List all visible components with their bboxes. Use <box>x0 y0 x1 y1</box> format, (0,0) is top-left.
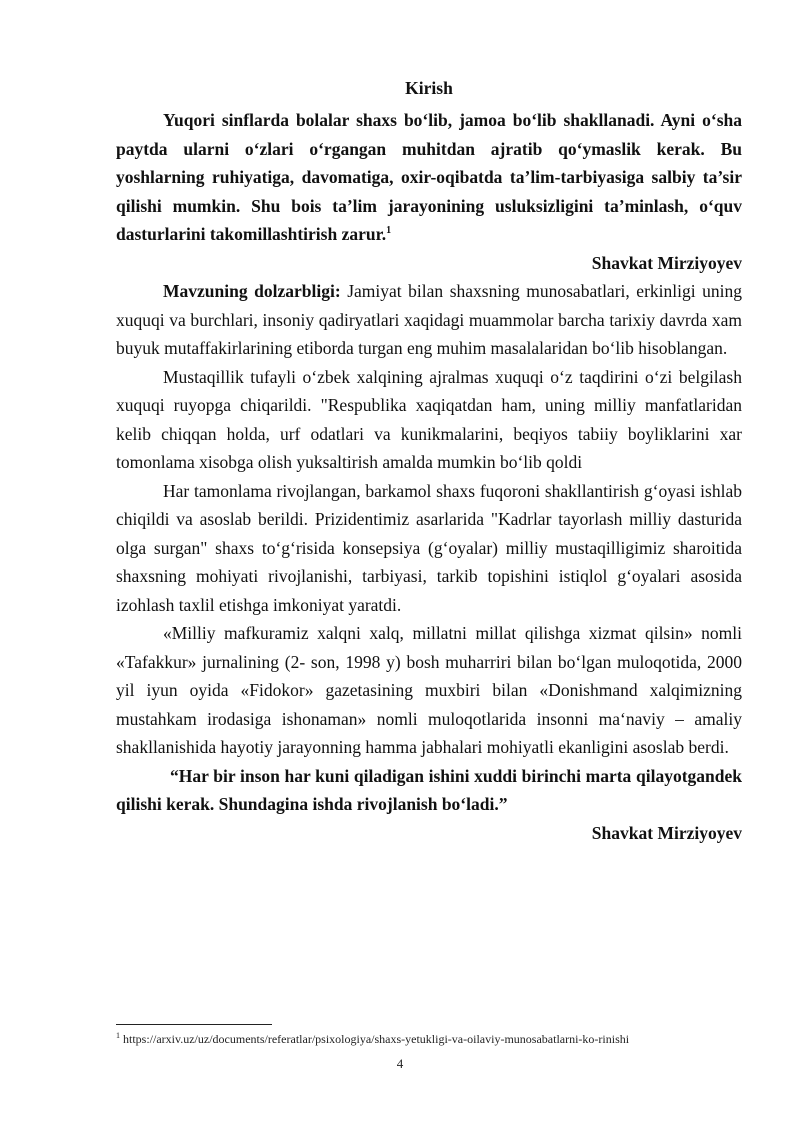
epigraph-quote <box>116 106 742 249</box>
footnote-link[interactable]: https://arxiv.uz/uz/documents/referatlar/psixologiya/shaxs-yetukligi-va-oilaviy-munosabatlarni-ko-rinishi <box>123 1032 630 1046</box>
body-paragraph: Har tamonlama rivojlangan, barkamol shaxs fuqoroni shakllantirish g‘oyasi ishlab chiqildi va asoslab berildi. Prizidentimiz asarlarida "Kadrlar tayorlash milliy dasturida olga surgan" shaxs to‘g‘risida konsepsiya (g‘oyalar) milliy mustaqilligimiz sharoitida shaxsning mohiyati rivojlanishi, tarbiyasi, tarkib topishini istiqlol g‘oyalari asosida izohlash taxlil etishga imkoniyat yaratdi. <box>116 480 742 615</box>
body-paragraph: Mustaqillik tufayli o‘zbek xalqining ajralmas xuquqi o‘z taqdirini o‘zi belgilash xuquqi ruyopga chiqarildi. "Respublika xaqiqatdan ham, uning milliy manfatlaridan kelib chiqqan holda, urf odatlari va kunikmalarini, beqiyos tabiiy boyliklarini xar tomonlama xisobga olish yuksaltirish amalda mumkin bo‘lib qoldi <box>116 366 742 472</box>
body-paragraph: «Milliy mafkuramiz xalqni xalq, millatni millat qilishga xizmat qilsin» nomli «Tafakkur» jurnalining (2- son, 1998 y) bosh muharriri bilan bo‘lgan muloqotida, 2000 yil iyun oyida «Fidokor» gazetasining muxbiri bilan «Donishmand xalqimizning mustahkam irodasiga ishonaman» nomli muloqotlarida insonni ma‘naviy – amaliy shakllanishida hayotiy jarayonning hamma jabhalari mohiyatli ekanligini asoslab berdi. <box>116 623 742 757</box>
footnote-number: 1 <box>116 1031 120 1040</box>
footnote-reference[interactable]: 1 <box>386 225 392 237</box>
footnote <box>116 1031 742 1047</box>
epigraph-author: Shavkat Mirziyoyev <box>591 252 742 273</box>
closing-quote: “Har bir inson har kuni qiladigan ishini xuddi birinchi marta qilayotgandek qilishi kerak. Shundagina ishda rivojlanish bo‘ladi.” <box>116 765 742 814</box>
closing-quote-author: Shavkat Mirziyoyev <box>591 822 742 843</box>
epigraph-text: Yuqori sinflarda bolalar shaxs bo‘lib, jamoa bo‘lib shakllanadi. Ayni o‘sha paytda ularni o‘zlari o‘rgangan muhitdan ajratib qo‘ymaslik kerak. Bu yoshlarning ruhiyatiga, davomatiga, oxir-oqibatda ta’lim-tarbiyasiga salbiy ta’sir qilishi mumkin. Shu bois ta’lim jarayonining usluksizligini ta’minlash, o‘quv dasturlarini takomillashtirish zarur. <box>116 110 742 244</box>
relevance-text: Jamiyat bilan shaxsning munosabatlari, erkinligi uning xuquqi va burchlari, insoniy qadiryatlari xaqidagi muammolar barcha tarixiy davrda xam buyuk mutaffakirlarining etiborda turgan eng muhim masalalaridan bo‘lib hisoblangan. <box>116 281 743 358</box>
page-number: 4 <box>396 1056 404 1071</box>
page-body <box>116 74 742 847</box>
relevance-paragraph <box>116 277 742 363</box>
relevance-heading: Mavzuning dolzarbligi: <box>163 281 341 301</box>
footnote-divider <box>116 1024 272 1025</box>
page-title: Kirish <box>405 78 453 98</box>
